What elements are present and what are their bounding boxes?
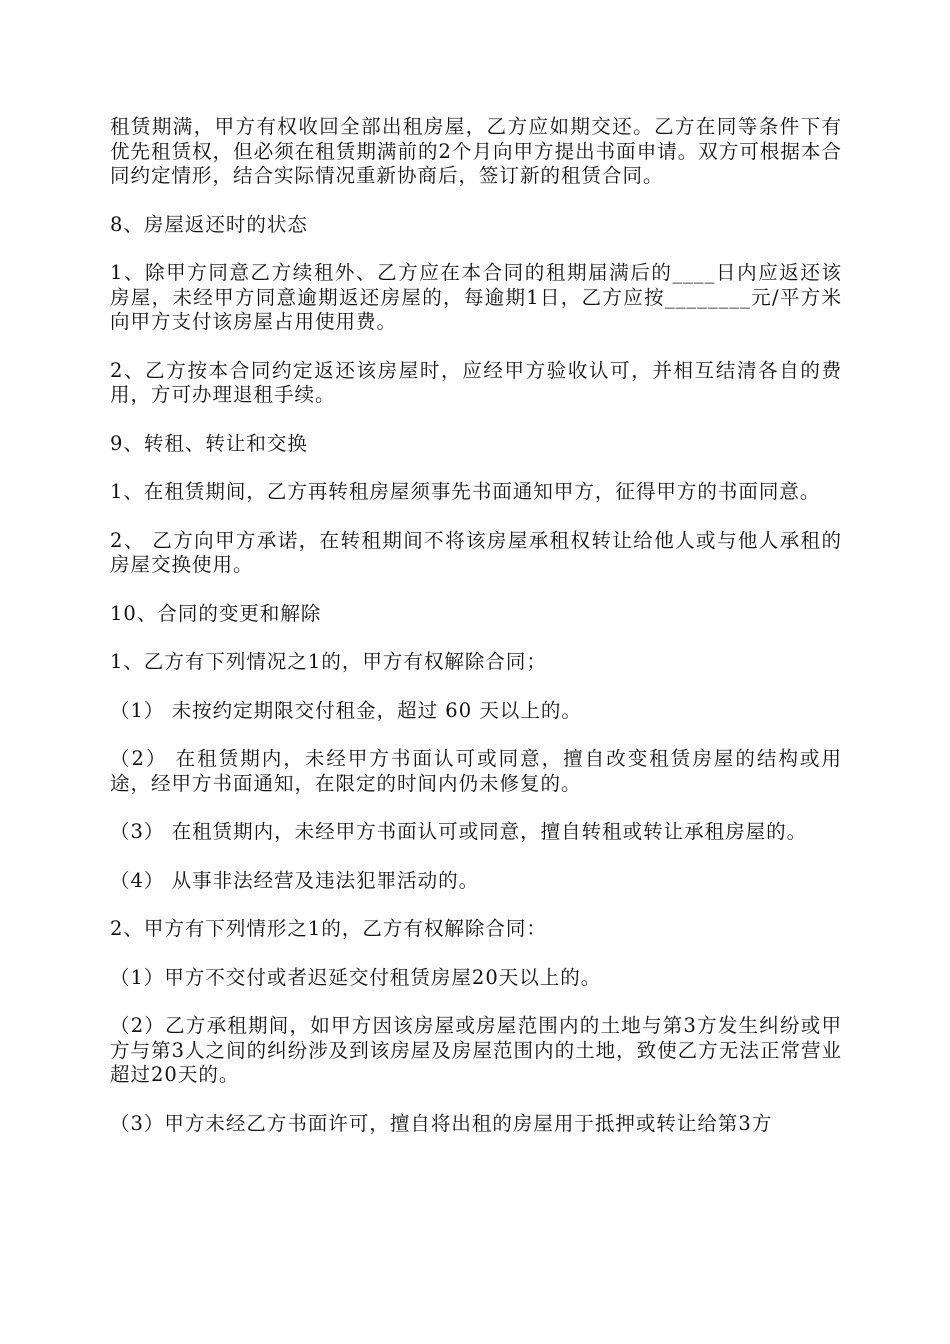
no-transfer-paragraph: 2、 乙方向甲方承诺，在转租期间不将该房屋承租权转让给他人或与他人承租的房屋交换使用。 [110, 528, 842, 576]
return-inspection-paragraph: 2、乙方按本合同约定返还该房屋时，应经甲方验收认可，并相互结清各自的费用，方可办理退租手续。 [110, 358, 842, 406]
return-deadline-paragraph: 1、除甲方同意乙方续租外、乙方应在本合同的租期届满后的____日内应返还该房屋，未经甲方同意逾期返还房屋的，每逾期1日，乙方应按________元/平方米向甲方支付该房屋占用使用费。 [110, 261, 842, 333]
clause-item: （4） 从事非法经营及违法犯罪活动的。 [110, 868, 480, 892]
clause-item: （2） 在租赁期内，未经甲方书面认可或同意，擅自改变租赁房屋的结构或用途，经甲方书面通知，在限定的时间内仍未修复的。 [110, 747, 842, 795]
sublease-notice-paragraph: 1、在租赁期间，乙方再转租房屋须事先书面通知甲方，征得甲方的书面同意。 [110, 480, 821, 503]
lease-expiry-paragraph: 租赁期满，甲方有权收回全部出租房屋，乙方应如期交还。乙方在同等条件下有优先租赁权，但必须在租赁期满前的2个月向甲方提出书面申请。双方可根据本合同约定情形，结合实际情况重新协商后，签订新的租赁合同。 [110, 115, 842, 187]
section-10-heading: 10、合同的变更和解除 [110, 601, 322, 625]
document-body [110, 115, 842, 1160]
party-b-termination-paragraph: 2、甲方有下列情形之1的，乙方有权解除合同： [110, 917, 547, 940]
party-a-termination-paragraph: 1、乙方有下列情况之1的，甲方有权解除合同； [110, 650, 547, 673]
clause-item: （1）甲方不交付或者迟延交付租赁房屋20天以上的。 [110, 965, 602, 989]
clause-item: （3） 在租赁期内，未经甲方书面认可或同意，擅自转租或转让承租房屋的。 [110, 820, 808, 843]
clause-item: （2）乙方承租期间，如甲方因该房屋或房屋范围内的土地与第3方发生纠纷或甲方与第3人之间的纠纷涉及到该房屋及房屋范围内的土地，致使乙方无法正常营业超过20天的。 [110, 1014, 842, 1086]
section-9-heading: 9、转租、转让和交换 [110, 431, 308, 455]
clause-item: （1） 未按约定期限交付租金，超过 60 天以上的。 [110, 698, 582, 722]
section-8-heading: 8、房屋返还时的状态 [110, 212, 308, 236]
clause-item: （3）甲方未经乙方书面许可，擅自将出租的房屋用于抵押或转让给第3方 [110, 1111, 773, 1135]
